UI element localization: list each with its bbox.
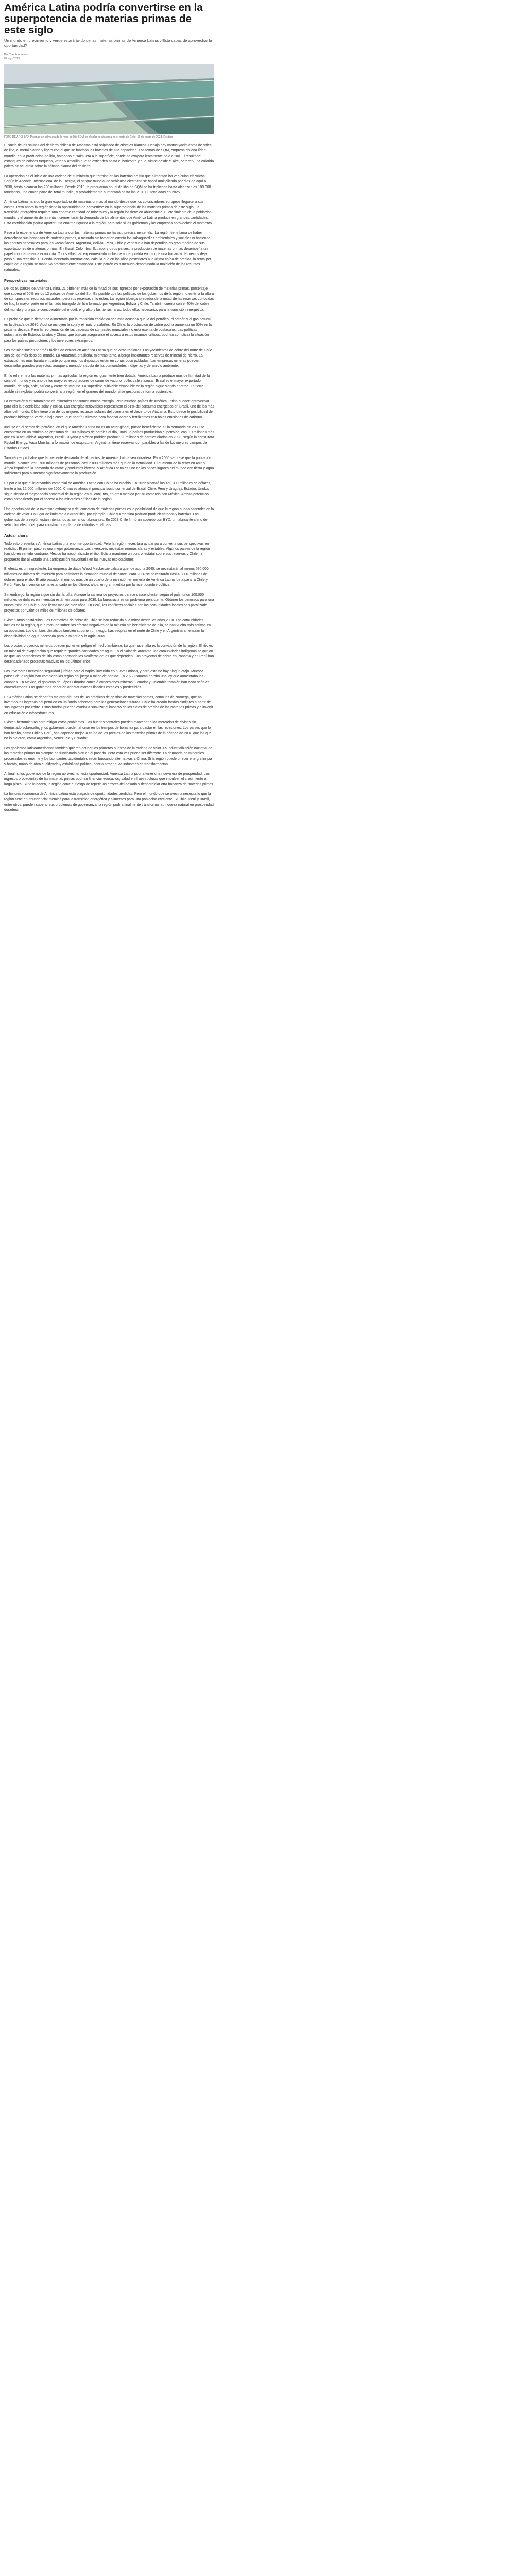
article — [4, 0, 214, 813]
hero-image — [4, 64, 214, 134]
article-paragraph: Los inversores necesitan seguridad jurídica para el capital invertido en nuevas minas, y para esto no hay ningún atajo. Muchos países de la región han cambiado las reglas del juego a mitad de partido. En 2022 Panamá aprobó una ley que aumentaba los cánones. En México, el gobierno de López Obrador canceló concesiones mineras. Ecuador y Colombia también han dado señales contradictorias. Los gobiernos deberían adoptar marcos fiscales estables y predecibles. — [4, 670, 210, 689]
section-heading: Perspectivas materiales — [4, 278, 48, 283]
article-paragraph: Los metales suelen ser más fáciles de extraer en América Latina que en otras regiones. Los yacimientos de cobre del norte de Chile son de los más ricos del mundo. La Amazonia brasileña, mientras tanto, alberga importantes reservas de mineral de hierro. La extracción es más barata en parte porque muchos depósitos están en zonas poco pobladas. Las empresas mineras pueden desarrollar grandes proyectos, aunque a menudo a costa de las comunidades indígenas y del medio ambiente. — [4, 348, 212, 368]
lithium-ponds-photo — [4, 64, 214, 134]
article-subtitle: Un mundo en crecimiento y verde estará ávido de las materias primas de América Latina. ¿Está capaz de aprovechar la oportunidad? — [4, 38, 212, 48]
article-paragraph: El suelo de las salinas del desierto chileno de Atacama está salpicado de cristales blancos. Debajo hay vastos yacimientos de sales de litio, el metal blando y ligero con el que se fabrican las baterías de alta capacidad. Las tomas de SQM, empresa chilena líder mundial en la producción de litio, bombean el salmuera a la superficie, donde se evapora lentamente bajo el sol. El resultado: estanques de colores turquesa, verde y amarillo que se extienden hasta el horizonte y que, vistos desde el aire, parecen una colorida paleta de acuarela sobre la sábana blanca del desierto. — [4, 144, 214, 169]
article-paragraph: América Latina ha sido la gran exportadora de materias primas al mundo desde que los colonizadores europeos llegaron a sus costas. Pero ahora la región tiene la oportunidad de convertirse en la superpotencia de las materias primas de este siglo. La transición energética requiere una enorme cantidad de minerales y la región los tiene en abundancia. El crecimiento de la población mundial y el aumento de la renta incrementarán la demanda de los alimentos que América Latina produce en grandes cantidades. Esta combinación podría aportar una enorme riqueza a la región, pero solo si los gobiernos y las empresas aprovechan el momento. — [4, 200, 213, 225]
article-paragraph: En América Latina se deberían mejorar algunas de las prácticas de gestión de materias primas, como las de Noruega, que ha invertido los ingresos del petróleo en un fondo soberano para las generaciones futuras. Chile ha creado fondos similares a partir de sus ingresos por cobre. Estos fondos pueden ayudar a suavizar el impacto de los ciclos de precios de las materias primas y a invertir en educación e infraestructuras. — [4, 695, 213, 715]
article-paragraph: En lo referente a las materias primas agrícolas, la región es igualmente bien dotada. América Latina produce más de la mitad de la soja del mundo y es uno de los mayores exportadores de carne de vacuno, pollo, café y azúcar. Brasil es el mayor exportador mundial de soja, café, azúcar y carne de vacuno. La superficie cultivable disponible en la región sigue siendo enorme. La tierra arable sin explotar podría convertir a la región en el granero del mundo, si se gestiona de forma sostenible. — [4, 374, 210, 394]
article-paragraph: Una oportunidad de la inversión extranjera y del comercio de materias primas es la posibilidad de que la región pueda ascender en la cadena de valor. En lugar de limitarse a extraer litio, por ejemplo, Chile y Argentina podrían producir cátodos y baterías. Los gobiernos de la región están intentando atraer a los fabricantes. En 2023 Chile firmó un acuerdo con BYD, un fabricante chino de vehículos eléctricos, para construir una planta de cátodos en el país. — [4, 507, 214, 527]
article-paragraph: Sin embargo, la región sigue sin dar la talla. Aunque la carrera de proyectos parece descendiente, según el país, unos 100.000 millones de dólares en inversión están en curso para 2030. La burocracia es un problema persistente. Obtener los permisos para una nueva mina en Chile puede llevar más de diez años. En Perú, los conflictos sociales con las comunidades locales han paralizado proyectos por valor de miles de millones de dólares. — [4, 592, 214, 613]
article-paragraph: Todo esto presenta a América Latina una enorme oportunidad. Pero la región necesitará actuar para convertir sus perspectivas en realidad. El primer paso es una mejor gobernanza. Los inversores necesitan normas claras y estables. Algunos países de la región han ido en sentido contrario. México ha nacionalizado el litio, Bolivia mantiene un control estatal sobre sus reservas y Chile ha propuesto dar al Estado una participación mayoritaria en las nuevas explotaciones. — [4, 541, 210, 562]
article-paragraph: Es probable que la demanda alimentaria por la transición ecológica sea más acusada que la del petróleo, el carbón y el gas natural en la década de 2030. Aquí se incluyen la soja y el maíz brasileños. En Chile, la producción de cobre podría aumentar un 50% en la próxima década. Pero la reordenación de las cadenas de suministro mundiales no está exenta de obstáculos. Las políticas industriales de Estados Unidos y China, que buscan asegurarse el acceso a estos insumos críticos, podrían complicar la situación para los países productores y los inversores extranjeros. — [4, 317, 212, 343]
article-paragraph: También es probable que la creciente demanda de alimentos de América Latina sea duradera. Para 2050 se prevé que la población mundial alcance los 9.700 millones de personas, casi 2.000 millones más que en la actualidad. El aumento de la renta en Asia y África impulsará la demanda de carne y productos lácteos, y América Latina es uno de los pocos lugares del mundo con tierra y agua suficientes para aumentar significativamente la producción. — [4, 456, 214, 476]
article-paragraph: Existen herramientas para mitigar estos problemas. Las buenas centrales pueden mantener a los mercados de divisas sin demasiado sobresalto, y los gobiernos pueden ahorrar en los tiempos de bonanza para gastar en las recesiones. Los países que lo han hecho, como Chile y Perú, han capeado mejor la caída de los precios de las materias primas de la década de 2010 que los que no lo hicieron, como Argentina, Venezuela y Ecuador. — [4, 721, 212, 741]
article-paragraph: De los 50 países de América Latina, 21 obtienen más de la mitad de sus ingresos por exportación de materias primas, porcentaje que supera el 60% en los 12 países de América del Sur. Es posible que las políticas de los gobiernos de la región no estén a la altura de su riqueza en recursos naturales, pero sus reservas sí lo están. La región alberga alrededor de la mitad de las reservas conocidas de litio, la mayor parte en el llamado triángulo del litio formado por Argentina, Bolivia y Chile. También cuenta con el 40% del cobre del mundo y una parte considerable del níquel, el grafito y las tierras raras, todos ellos necesarios para la transición energética. — [4, 286, 214, 312]
article-paragraph: El efecto es un ingrediente. La empresa de datos Wood Mackenzie calcula que, de aquí a 2040, se necesitarán al menos 570.000 millones de dólares de inversión para satisfacer la demanda mundial de cobre. Para 2030 se necesitarán casi 40.000 millones de dólares para el litio. El año pasado, el mundo más de un cuarto de la inversión en minería de América Latina fue a parar a Chile y Perú. Pero la inversión se ha estancado en los últimos años, en gran medida por la incertidumbre política. — [4, 567, 209, 587]
article-paragraph: La historia económica de América Latina está plagada de oportunidades perdidas. Pero el mundo que se avecina necesita lo que la región tiene en abundancia: metales para la transición energética y alimentos para una población creciente. Si Chile, Perú y Brasil, entre otros, pueden superar sus problemas de gobernanza, la región podría finalmente transformar su riqueza natural en prosperidad duradera. — [4, 792, 214, 812]
article-paragraph: Incluso en el sector del petróleo, en el que América Latina no es un actor global, puede beneficiarse. Si la demanda de 2030 se encontrara en un mínimo de consumo de 100 millones de barriles al día, unos 35 países producirían el petróleo, casi 10 millones más que en la actualidad. Argentina, Brasil, Guyana y México podrían producir 11 millones de barriles diarios en 2030, según la consultora Rystad Energy. Vaca Muerta, la formación de esquisto en Argentina, tiene reservas comparables a las de los mejores campos de Estados Unidos. — [4, 425, 214, 450]
article-paragraph: Pese a la experiencia de América Latina con las materias primas no ha sido precisamente feliz. La región tiene fama de haber derrochado sus bonanzas de materias primas, a menudo sin tomar en cuenta las salvaguardias ambientales y sociales ni haciendo los ahorros necesarios para las vacas flacas. Argentina, Bolivia, Perú, Chile y Venezuela han dependido en gran medida de sus exportaciones de materias primas. En Brasil, Colombia, Ecuador y otros países, la producción de materias primas desempeña un papel importante en la economía. Todos ellos han experimentado ciclos de auge y caída en los que una bonanza de precios deja paso a una recesión. El Fondo Monetario Internacional calcula que en los años posteriores a la última caída de precios, la renta per cápita de la región se mantuvo prácticamente estancada. Este patrón es a menudo denominado la maldición de los recursos naturales. — [4, 231, 211, 272]
article-paragraph: La extracción y el tratamiento de minerales consumen mucha energía. Pero muchos países de América Latina pueden aprovechar para ello la electricidad solar y eólica. Las energías renovables representan el 61% del consumo energético en Brasil, uno de los más altos del mundo. Chile tiene uno de los mejores recursos solares del planeta en el desierto de Atacama. Esto ofrece la posibilidad de producir hidrógeno verde a bajo coste, que podría utilizarse para fabricar acero y fertilizantes con bajas emisiones de carbono. — [4, 399, 214, 419]
article-paragraph: Existen otros obstáculos. Las normativas de cobre de Chile se han reducido a la mitad desde los años 2000. Las comunidades locales de la región, que a menudo sufren los efectos negativos de la minería sin beneficiarse de ella, se han vuelto más activas en su oposición. Los cambios climáticos también suponen un riesgo. Las sequías en el norte de Chile y en Argentina amenazan la disponibilidad de agua necesaria para la minería y la agricultura. — [4, 618, 211, 638]
section-heading: Actuar ahora — [4, 533, 28, 538]
article-date: 04 ago 2023 — [4, 57, 20, 60]
article-paragraph: Al final, si los gobiernos de la región aprovechan esta oportunidad, América Latina podría tener una nueva era de prosperidad. Los ingresos procedentes de las materias primas podrían financiar educación, salud e infraestructuras que impulsen el crecimiento a largo plazo. Si no lo hacen, la región corre el riesgo de repetir los errores del pasado y desperdiciar otra bonanza de materias primas. — [4, 772, 214, 787]
article-paragraph: Los gobiernos latinoamericanos también quieren ocupar los primeros puestos de la cadena de valor. La industrialización nacional de las materias primas no siempre ha funcionado bien en el pasado. Pero esta vez puede ser diferente. La demanda de minerales procesados es enorme y los fabricantes occidentales están buscando alternativas a China. Si la región puede ofrecer energía limpia y barata, mano de obra cualificada y estabilidad política, podría atraer a las industrias de transformación. — [4, 747, 213, 766]
article-body — [4, 143, 214, 813]
article-paragraph: Los propios proyectos mineros pueden poner en peligro el medio ambiente. Lo que hace falta es la convicción de la región. El litio es un mineral de evaporación que requiere grandes cantidades de agua. En el Salar de Atacama, las comunidades indígenas se quejan de que las operaciones de litio están agotando los acuíferos de los que dependen. Los proyectos de cobre en Panamá y en Perú han desencadenado protestas masivas en los últimos años. — [4, 644, 214, 664]
article-title: América Latina podría convertirse en la superpotencia de materias primas de este siglo — [4, 2, 203, 36]
article-paragraph: La operación es el inicio de una cadena de suministro que termina en las baterías de litio que alimentan los vehículos eléctricos. Según la Agencia Internacional de la Energía, el parque mundial de vehículos eléctricos se habrá multiplicado por diez de aquí a 2030, hasta alcanzar los 230 millones. Desde 2019, la producción anual de litio de SQM se ha triplicado hasta alcanzar las 180.000 toneladas, una cuarta parte del total mundial, y probablemente aumentará hasta las 210.000 toneladas en 2025. — [4, 174, 211, 194]
image-caption: FOTO DE ARCHIVO: Piscinas de salmuera de la mina de litio SQM en el salar de Atacama en el norte de Chile, 16 de enero de 2023. Reuters — [4, 135, 173, 139]
article-byline[interactable]: Por The Economist — [4, 53, 28, 56]
article-paragraph: Es por ello que el intercambio comercial de América Latina con China ha crecido. En 2022 alcanzó los 450.000 millones de dólares, frente a los 12.000 millones de 2000. China es ahora el principal socio comercial de Brasil, Chile, Perú y Uruguay. Estados Unidos sigue siendo el mayor socio comercial de la región en su conjunto, en gran medida por su comercio con México. Ambas potencias están compitiendo por el acceso a los minerales críticos de la región. — [4, 482, 211, 502]
